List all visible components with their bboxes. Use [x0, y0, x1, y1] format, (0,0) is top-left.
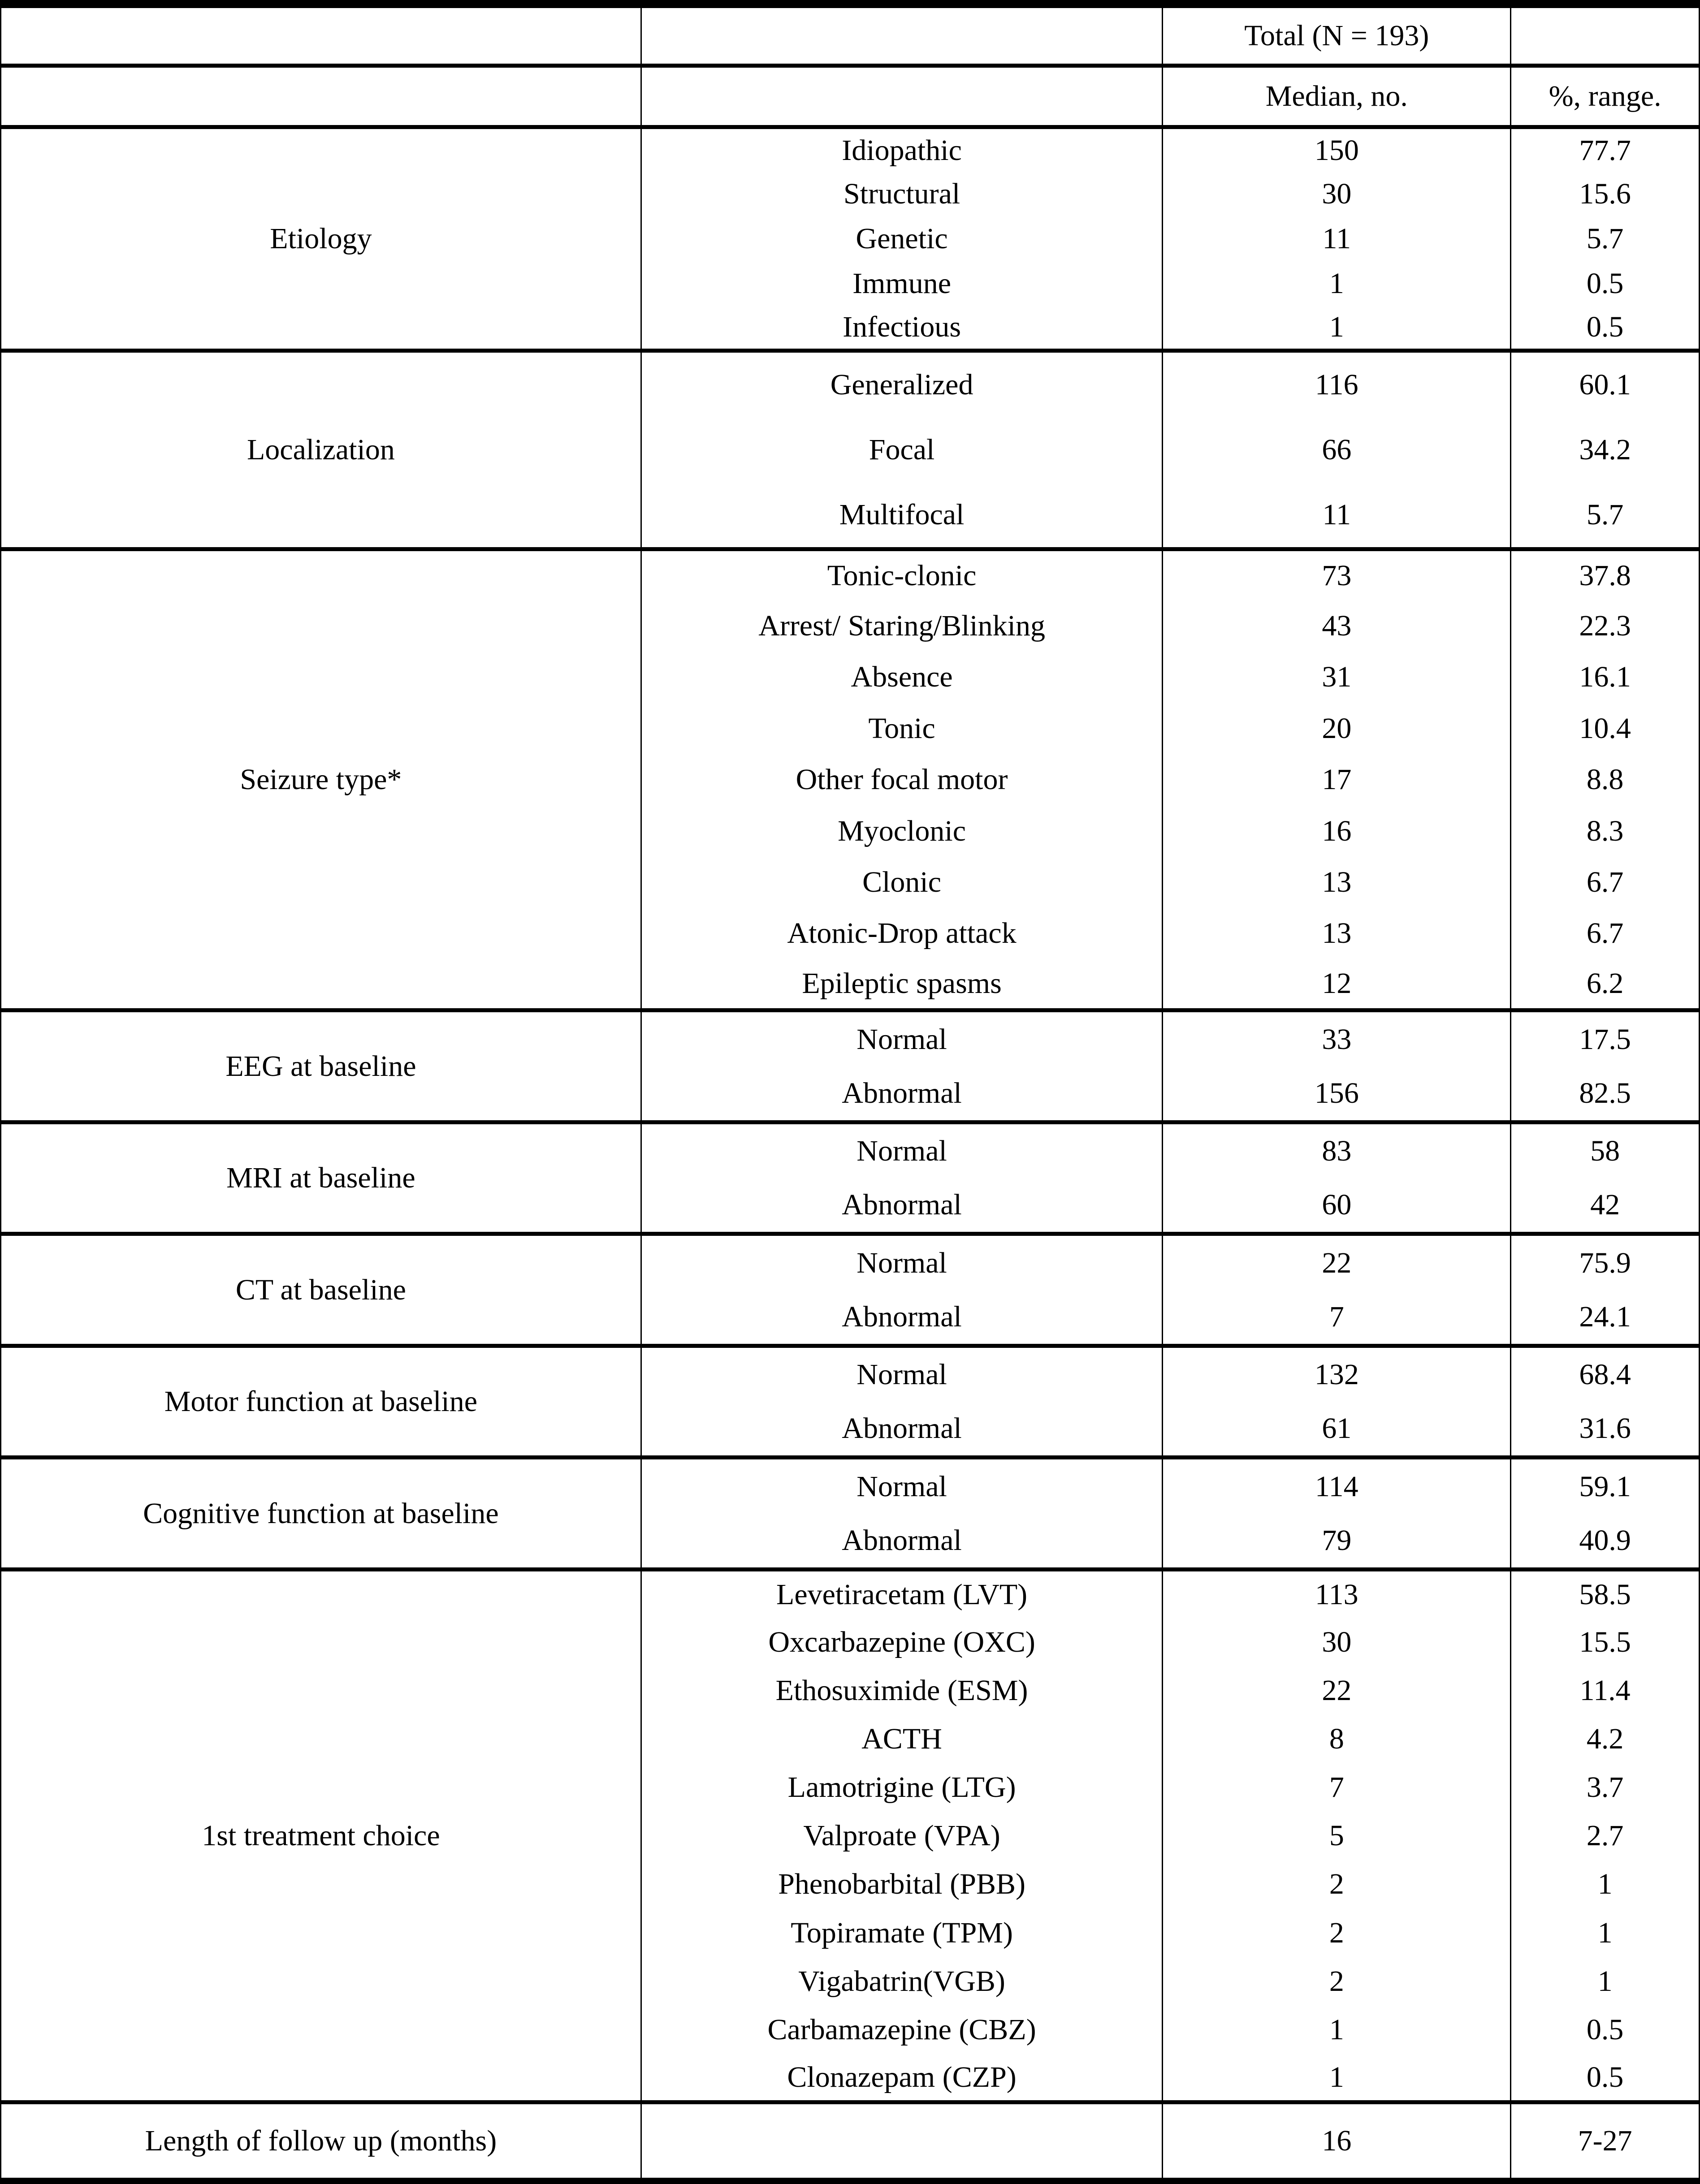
header-total-label: Total (N = 193) — [1163, 4, 1511, 65]
median-cell: 79 — [1163, 1514, 1511, 1570]
subcategory-cell: Epileptic spasms — [641, 959, 1163, 1010]
header-empty-category — [1, 4, 641, 65]
percent-cell: 59.1 — [1511, 1458, 1700, 1514]
median-cell: 13 — [1163, 857, 1511, 908]
subcategory-cell: Oxcarbazepine (OXC) — [641, 1618, 1163, 1666]
median-cell: 150 — [1163, 127, 1511, 172]
percent-cell: 0.5 — [1511, 306, 1700, 351]
subcategory-cell: Ethosuximide (ESM) — [641, 1666, 1163, 1715]
percent-cell: 42 — [1511, 1178, 1700, 1234]
subcategory-cell: Phenobarbital (PBB) — [641, 1860, 1163, 1908]
median-cell: 113 — [1163, 1570, 1511, 1618]
subcategory-cell: Normal — [641, 1234, 1163, 1290]
subcategory-cell: Abnormal — [641, 1290, 1163, 1346]
median-cell: 156 — [1163, 1066, 1511, 1122]
subcategory-cell: Normal — [641, 1122, 1163, 1178]
percent-cell: 24.1 — [1511, 1290, 1700, 1346]
median-cell: 33 — [1163, 1010, 1511, 1066]
subcategory-cell: Valproate (VPA) — [641, 1812, 1163, 1860]
percent-cell: 7-27 — [1511, 2102, 1700, 2181]
percent-cell: 77.7 — [1511, 127, 1700, 172]
median-cell: 1 — [1163, 261, 1511, 306]
category-cell: Localization — [1, 351, 641, 549]
subcategory-cell: Arrest/ Staring/Blinking — [641, 600, 1163, 652]
percent-cell: 1 — [1511, 1860, 1700, 1908]
subcategory-cell: Atonic-Drop attack — [641, 908, 1163, 959]
subcategory-cell: Myoclonic — [641, 805, 1163, 856]
subcategory-cell: Vigabatrin(VGB) — [641, 1957, 1163, 2006]
percent-cell: 6.2 — [1511, 959, 1700, 1010]
percent-cell: 0.5 — [1511, 2006, 1700, 2054]
percent-cell: 31.6 — [1511, 1402, 1700, 1458]
subcategory-cell: Tonic-clonic — [641, 549, 1163, 600]
category-cell: Seizure type* — [1, 549, 641, 1010]
subcategory-cell: Normal — [641, 1010, 1163, 1066]
median-cell: 2 — [1163, 1908, 1511, 1957]
median-cell: 22 — [1163, 1234, 1511, 1290]
header-empty-category-2 — [1, 65, 641, 127]
header-row-total — [1, 4, 1700, 65]
median-cell: 17 — [1163, 754, 1511, 805]
subcategory-cell: ACTH — [641, 1715, 1163, 1763]
percent-cell: 58 — [1511, 1122, 1700, 1178]
percent-cell: 4.2 — [1511, 1715, 1700, 1763]
table-row — [1, 549, 1700, 600]
median-cell: 20 — [1163, 703, 1511, 754]
median-cell: 1 — [1163, 2006, 1511, 2054]
median-cell: 7 — [1163, 1290, 1511, 1346]
subcategory-cell: Tonic — [641, 703, 1163, 754]
percent-cell: 15.5 — [1511, 1618, 1700, 1666]
subcategory-cell: Abnormal — [641, 1514, 1163, 1570]
median-cell: 116 — [1163, 351, 1511, 417]
header-row-columns — [1, 65, 1700, 127]
percent-cell: 16.1 — [1511, 652, 1700, 703]
table-row — [1, 1122, 1700, 1178]
percent-cell: 6.7 — [1511, 857, 1700, 908]
median-cell: 43 — [1163, 600, 1511, 652]
subcategory-cell: Genetic — [641, 216, 1163, 261]
median-cell: 2 — [1163, 1957, 1511, 2006]
table-row — [1, 1010, 1700, 1066]
percent-cell: 10.4 — [1511, 703, 1700, 754]
subcategory-cell: Structural — [641, 172, 1163, 216]
subcategory-cell — [641, 2102, 1163, 2181]
percent-cell: 3.7 — [1511, 1763, 1700, 1812]
percent-cell: 8.8 — [1511, 754, 1700, 805]
percent-cell: 6.7 — [1511, 908, 1700, 959]
percent-cell: 0.5 — [1511, 261, 1700, 306]
subcategory-cell: Lamotrigine (LTG) — [641, 1763, 1163, 1812]
percent-cell: 22.3 — [1511, 600, 1700, 652]
table-row — [1, 1346, 1700, 1402]
subcategory-cell: Multifocal — [641, 483, 1163, 549]
median-cell: 66 — [1163, 417, 1511, 483]
percent-cell: 60.1 — [1511, 351, 1700, 417]
header-empty-range — [1511, 4, 1700, 65]
category-cell: CT at baseline — [1, 1234, 641, 1346]
percent-cell: 15.6 — [1511, 172, 1700, 216]
header-empty-subcategory-2 — [641, 65, 1163, 127]
category-cell: 1st treatment choice — [1, 1570, 641, 2102]
median-cell: 30 — [1163, 172, 1511, 216]
category-cell: MRI at baseline — [1, 1122, 641, 1234]
median-cell: 83 — [1163, 1122, 1511, 1178]
category-cell: Etiology — [1, 127, 641, 351]
percent-cell: 5.7 — [1511, 483, 1700, 549]
category-cell: Length of follow up (months) — [1, 2102, 641, 2181]
percent-cell: 75.9 — [1511, 1234, 1700, 1290]
percent-cell: 58.5 — [1511, 1570, 1700, 1618]
subcategory-cell: Immune — [641, 261, 1163, 306]
median-cell: 7 — [1163, 1763, 1511, 1812]
table-row — [1, 1458, 1700, 1514]
percent-cell: 17.5 — [1511, 1010, 1700, 1066]
median-cell: 1 — [1163, 306, 1511, 351]
category-cell: Motor function at baseline — [1, 1346, 641, 1458]
median-cell: 60 — [1163, 1178, 1511, 1234]
median-cell: 2 — [1163, 1860, 1511, 1908]
median-cell: 5 — [1163, 1812, 1511, 1860]
median-cell: 8 — [1163, 1715, 1511, 1763]
subcategory-cell: Clonic — [641, 857, 1163, 908]
subcategory-cell: Focal — [641, 417, 1163, 483]
median-cell: 30 — [1163, 1618, 1511, 1666]
subcategory-cell: Abnormal — [641, 1402, 1163, 1458]
median-cell: 16 — [1163, 805, 1511, 856]
category-cell: EEG at baseline — [1, 1010, 641, 1122]
median-cell: 31 — [1163, 652, 1511, 703]
median-cell: 22 — [1163, 1666, 1511, 1715]
median-cell: 12 — [1163, 959, 1511, 1010]
category-cell: Cognitive function at baseline — [1, 1458, 641, 1570]
median-cell: 1 — [1163, 2054, 1511, 2102]
percent-cell: 2.7 — [1511, 1812, 1700, 1860]
header-empty-subcategory — [641, 4, 1163, 65]
subcategory-cell: Normal — [641, 1346, 1163, 1402]
percent-cell: 5.7 — [1511, 216, 1700, 261]
percent-cell: 40.9 — [1511, 1514, 1700, 1570]
table-row — [1, 1570, 1700, 1618]
percent-cell: 34.2 — [1511, 417, 1700, 483]
subcategory-cell: Absence — [641, 652, 1163, 703]
percent-cell: 0.5 — [1511, 2054, 1700, 2102]
median-cell: 132 — [1163, 1346, 1511, 1402]
median-cell: 11 — [1163, 483, 1511, 549]
median-cell: 13 — [1163, 908, 1511, 959]
subcategory-cell: Generalized — [641, 351, 1163, 417]
table-row — [1, 2102, 1700, 2181]
subcategory-cell: Abnormal — [641, 1066, 1163, 1122]
subcategory-cell: Topiramate (TPM) — [641, 1908, 1163, 1957]
median-cell: 73 — [1163, 549, 1511, 600]
percent-cell: 11.4 — [1511, 1666, 1700, 1715]
table-row — [1, 127, 1700, 172]
subcategory-cell: Carbamazepine (CBZ) — [641, 2006, 1163, 2054]
subcategory-cell: Infectious — [641, 306, 1163, 351]
subcategory-cell: Other focal motor — [641, 754, 1163, 805]
median-cell: 61 — [1163, 1402, 1511, 1458]
percent-cell: 37.8 — [1511, 549, 1700, 600]
median-cell: 16 — [1163, 2102, 1511, 2181]
percent-cell: 1 — [1511, 1957, 1700, 2006]
header-range-label: %, range. — [1511, 65, 1700, 127]
percent-cell: 68.4 — [1511, 1346, 1700, 1402]
subcategory-cell: Idiopathic — [641, 127, 1163, 172]
percent-cell: 1 — [1511, 1908, 1700, 1957]
percent-cell: 8.3 — [1511, 805, 1700, 856]
header-median-label: Median, no. — [1163, 65, 1511, 127]
median-cell: 11 — [1163, 216, 1511, 261]
median-cell: 114 — [1163, 1458, 1511, 1514]
table-row — [1, 1234, 1700, 1290]
table-body — [1, 4, 1700, 2181]
percent-cell: 82.5 — [1511, 1066, 1700, 1122]
subcategory-cell: Clonazepam (CZP) — [641, 2054, 1163, 2102]
subcategory-cell: Abnormal — [641, 1178, 1163, 1234]
table-row — [1, 351, 1700, 417]
subcategory-cell: Levetiracetam (LVT) — [641, 1570, 1163, 1618]
subcategory-cell: Normal — [641, 1458, 1163, 1514]
